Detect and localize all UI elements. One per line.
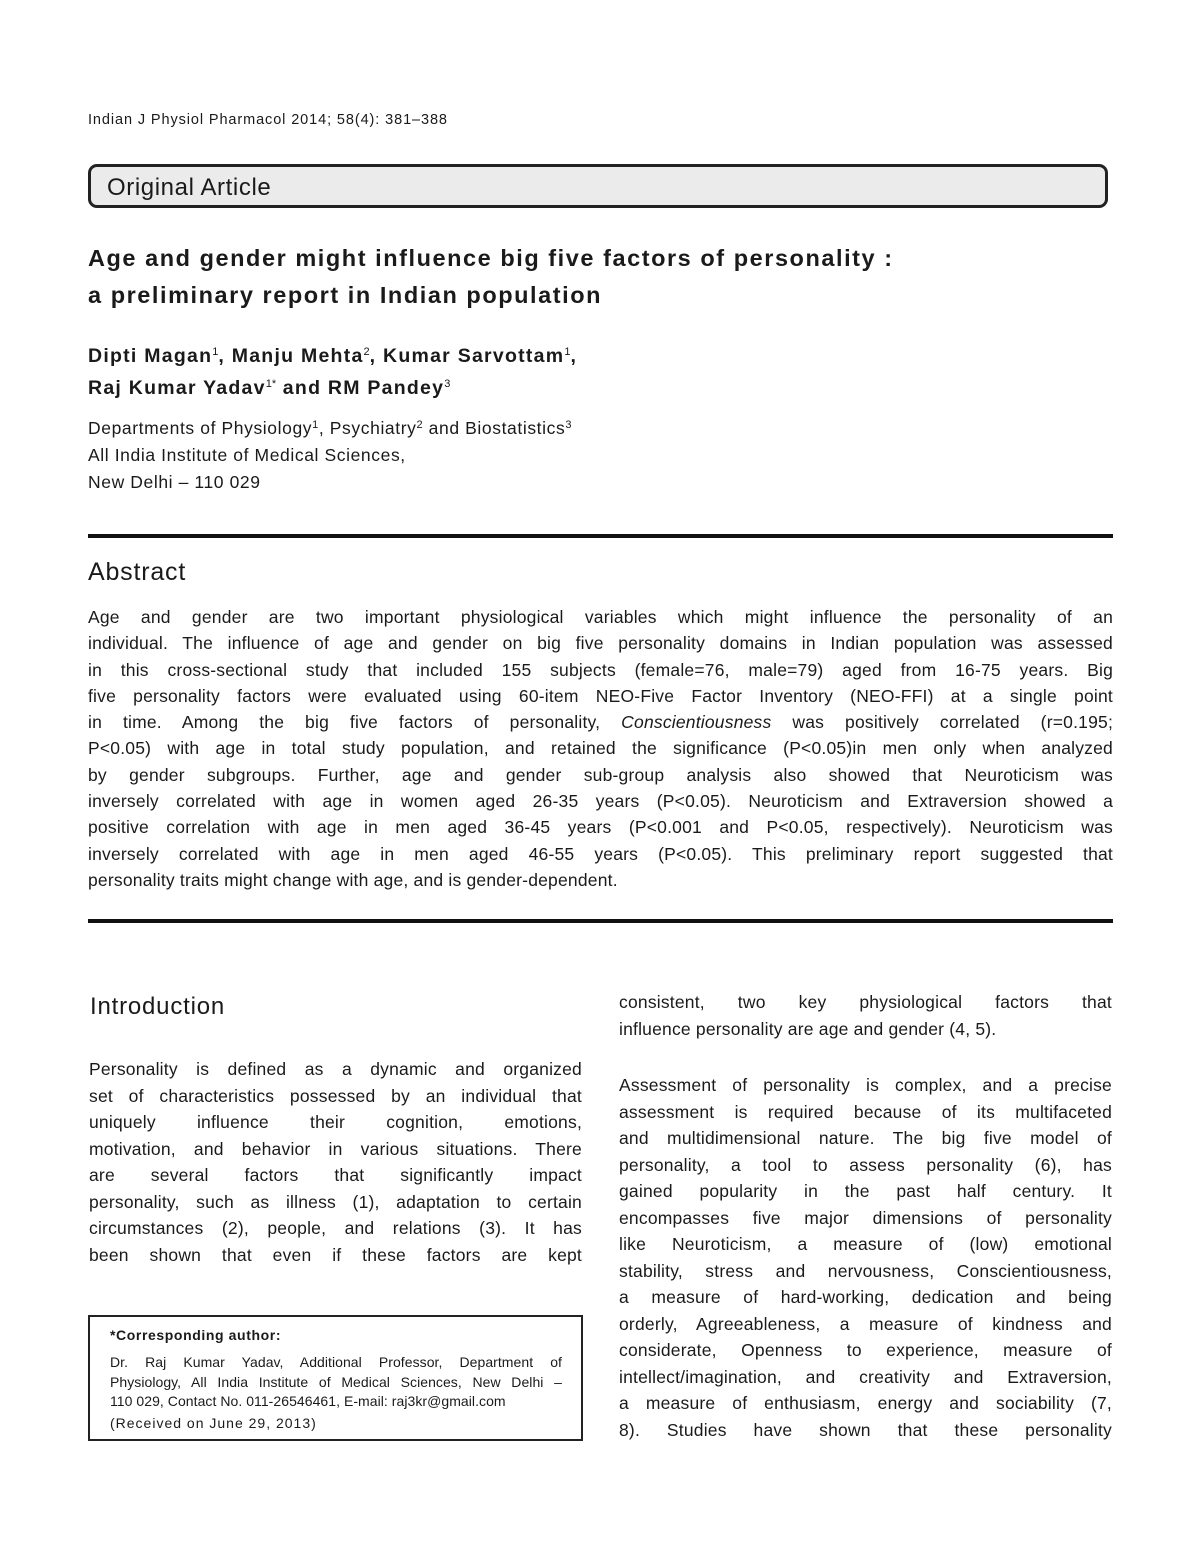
author-separator: ,	[570, 345, 578, 367]
author-affil-mark: 1	[564, 346, 571, 358]
author-line-1	[88, 340, 577, 372]
author-affil-mark: 1	[212, 346, 219, 358]
affiliation-dept: , Psychiatry	[318, 418, 417, 438]
body-line: and multidimensional nature. The big five model of	[619, 1128, 1112, 1148]
author-affil-mark: 1*	[265, 378, 277, 390]
abstract-line: inversely correlated with age in women aged 26-35 years (P<0.05). Neuroticism and Extraversion showed a	[88, 791, 1113, 812]
divider-bottom	[88, 919, 1113, 923]
body-line: orderly, Agreeableness, a measure of kindness and	[619, 1313, 1112, 1334]
abstract-line: five personality factors were evaluated using 60-item NEO-Five Factor Inventory (NEO-FFI) at a single point	[88, 685, 1113, 706]
body-line: gained popularity in the past half century. It	[619, 1181, 1112, 1201]
abstract-line: inversely correlated with age in men aged 46-55 years (P<0.05). This preliminary report suggested that	[88, 843, 1113, 864]
abstract-line: P<0.05) with age in total study population, and retained the significance (P<0.05)in men only when analyzed	[88, 738, 1113, 759]
received-date: (Received on June 29, 2013)	[110, 1415, 317, 1431]
body-line: consistent, two key physiological factors that	[619, 992, 1112, 1012]
corresponding-line: 110 029, Contact No. 011-26546461, E-mail: raj3kr@gmail.com	[110, 1393, 506, 1409]
body-line: personality, a tool to assess personality (6), has	[619, 1154, 1112, 1175]
author-name: and RM Pandey	[276, 377, 445, 399]
body-line: a measure of enthusiasm, energy and sociability (7,	[619, 1393, 1112, 1413]
body-line: considerate, Openness to experience, measure of	[619, 1340, 1112, 1360]
corresponding-line: Physiology, All India Institute of Medical Sciences, New Delhi –	[110, 1373, 562, 1390]
intro-right-paragraph-1	[619, 989, 1112, 1042]
affiliation-line-1	[88, 415, 572, 442]
abstract-line: positive correlation with age in men aged 36-45 years (P<0.001 and P<0.05, respectively). Neuroticism was	[88, 817, 1113, 838]
affiliation-mark: 1	[312, 419, 319, 431]
intro-left-column	[89, 1056, 582, 1268]
body-line: stability, stress and nervousness, Conscientiousness,	[619, 1260, 1112, 1281]
intro-right-paragraph-2	[619, 1072, 1112, 1443]
author-name: Raj Kumar Yadav	[88, 377, 266, 399]
body-line: are several factors that significantly impact	[89, 1165, 582, 1185]
affiliation-mark: 3	[565, 419, 573, 431]
body-line: 8). Studies have shown that these personality	[619, 1419, 1112, 1440]
affiliation-mark: 2	[416, 419, 424, 431]
body-line: circumstances (2), people, and relations (3). It has	[89, 1218, 582, 1238]
author-list	[88, 340, 577, 404]
affiliation-dept: Departments of Physiology	[88, 418, 313, 438]
divider-top	[88, 534, 1113, 538]
body-line: assessment is required because of its multifaceted	[619, 1101, 1112, 1122]
body-line: been shown that even if these factors are kept	[89, 1244, 582, 1265]
affiliation-dept: and Biostatistics	[423, 418, 566, 438]
author-name: Dipti Magan	[88, 345, 213, 367]
body-line: influence personality are age and gender (4, 5).	[619, 1018, 997, 1039]
affiliation	[88, 415, 572, 496]
body-line: Assessment of personality is complex, and a precise	[619, 1075, 1112, 1095]
abstract-line: in this cross-sectional study that included 155 subjects (female=76, male=79) aged from 16-75 years. Big	[88, 659, 1113, 680]
author-affil-mark: 2	[363, 346, 370, 358]
body-line: Personality is defined as a dynamic and organized	[89, 1059, 582, 1079]
journal-citation: Indian J Physiol Pharmacol 2014; 58(4): 381–388	[88, 112, 448, 128]
author-name: , Manju Mehta	[218, 345, 364, 367]
abstract-line: Age and gender are two important physiological variables which might influence the personality of an	[88, 607, 1113, 627]
body-line: uniquely influence their cognition, emotions,	[89, 1112, 582, 1132]
corresponding-author-heading: *Corresponding author:	[110, 1327, 282, 1343]
author-line-2	[88, 372, 577, 404]
body-line: a measure of hard-working, dedication and being	[619, 1287, 1112, 1307]
abstract-fragment: in time. Among the big five factors of personality,	[88, 712, 622, 733]
abstract-heading: Abstract	[88, 558, 187, 586]
abstract-line: personality traits might change with age, and is gender-dependent.	[88, 869, 618, 890]
affiliation-line-2: All India Institute of Medical Sciences,	[88, 445, 406, 465]
body-line: personality, such as illness (1), adaptation to certain	[89, 1191, 582, 1212]
title-line-1: Age and gender might influence big five factors of personality :	[88, 245, 894, 271]
body-line: encompasses five major dimensions of personality	[619, 1207, 1112, 1228]
abstract-line: individual. The influence of age and gender on big five personality domains in Indian population was assessed	[88, 633, 1113, 654]
article-type-label: Original Article	[107, 174, 272, 201]
abstract-body	[88, 604, 1113, 893]
abstract-fragment: was positively correlated (r=0.195;	[771, 712, 1114, 733]
corresponding-author-details	[110, 1353, 562, 1412]
abstract-line: by gender subgroups. Further, age and gender sub-group analysis also showed that Neuroticism was	[88, 764, 1113, 785]
body-line: intellect/imagination, and creativity and Extraversion,	[619, 1366, 1112, 1387]
corresponding-author-box	[88, 1315, 583, 1441]
title-line-2: a preliminary report in Indian population	[88, 282, 603, 308]
affiliation-line-3: New Delhi – 110 029	[88, 472, 261, 492]
body-line: motivation, and behavior in various situations. There	[89, 1138, 582, 1159]
article-title	[88, 240, 1118, 314]
body-line: like Neuroticism, a measure of (low) emotional	[619, 1234, 1112, 1254]
body-line: set of characteristics possessed by an individual that	[89, 1085, 582, 1106]
abstract-emphasis: Conscientiousness	[621, 712, 772, 733]
introduction-heading: Introduction	[90, 993, 226, 1020]
abstract-line	[88, 709, 1113, 735]
author-affil-mark: 3	[444, 378, 451, 390]
article-type-box	[88, 164, 1108, 208]
corresponding-line: Dr. Raj Kumar Yadav, Additional Professor, Department of	[110, 1354, 562, 1370]
author-name: , Kumar Sarvottam	[369, 345, 565, 367]
